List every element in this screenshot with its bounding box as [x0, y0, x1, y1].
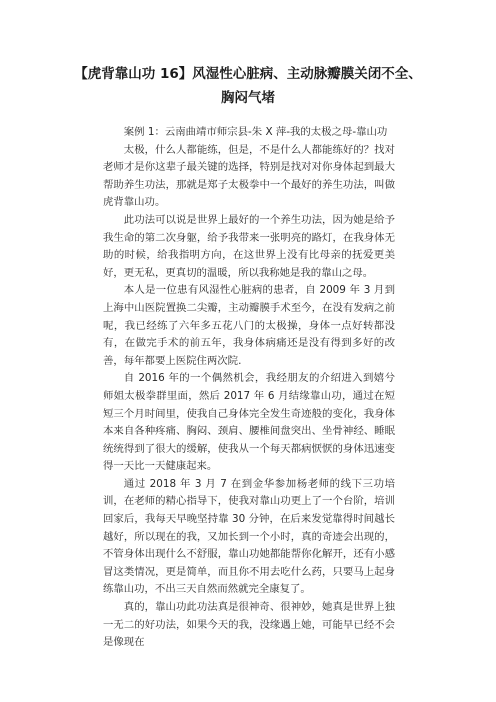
paragraph: 真的，靠山功此功法真是很神奇、很神妙，她真是世界上独一无二的好功法，如果今天的我，没缘遇上她，可能早已经不会是像现在: [103, 601, 395, 649]
paragraph-case-heading: 案例 1：云南曲靖市师宗县-朱 X 萍-我的太极之母-靠山功: [123, 126, 388, 138]
paragraph: 此功法可以说是世界上最好的一个养生功法，因为她是给予我生命的第二次身躯，给予我带来一张明亮的路灯，在我身体无助的时候，给我指明方向，在这世界上没有比母亲的抚爱更美好，更无私，更真切的温暖，所以我称她是我的靠山之母。: [103, 213, 395, 279]
paragraph: 本人是一位患有风湿性心脏病的患者，自 2009 年 3 月到上海中山医院置换二尖瓣，主动瓣膜手术至今，在没有发病之前呢，我已经练了六年多五花八门的太极操，身体一点好转都没有，在做完手术的前五年，我身体病痛还是没有得到多好的改善，每年都要上医院住两次院.: [103, 284, 395, 367]
paragraph: 通过 2018 年 3 月 7 在到金华参加杨老师的线下三功培训，在老师的精心指导下，使我对靠山功更上了一个台阶，培训回家后，我每天早晚坚持靠 30 分钟，在后来发觉靠得时间越长越好，所以现在的我，又加长到一个小时，真的奇迹会出现的，不管身体出现什么不舒服，靠山功她都能帮你化解开，还有小感冒这类情况，更是简单，而且你不用去吃什么药，只要马上起身练靠山功，不出三天自然而然就完全康复了。: [103, 477, 395, 596]
document-title: 【虎背靠山功 16】风湿性心脏病、主动脉瓣膜关闭不全、胸闷气堵: [74, 66, 422, 106]
document-body: [103, 124, 395, 652]
paragraph: 自 2016 年的一个偶然机会，我经朋友的介绍进入到嬉兮师姐太极拳群里面，然后 2017 年 6 月结缘靠山功，通过在短短三个月时间里，使我自己身体完全发生奇迹般的变化，我身体本来自各种疼痛、胸闷、颈肩、腰椎间盘突出、坐骨神经、睡眠统统得到了很大的缓解，使我从一个每天都病恹恹的身体迅速变得一天比一天健康起来。: [103, 372, 395, 473]
paragraph: 太极，什么人都能练，但是，不是什么人都能练好的？找对老师才是你这辈子最关键的选择，特别是找对对你身体起到最大帮助养生功法，那就是郑子太极拳中一个最好的养生功法，叫做虎背靠山功。: [103, 143, 395, 209]
